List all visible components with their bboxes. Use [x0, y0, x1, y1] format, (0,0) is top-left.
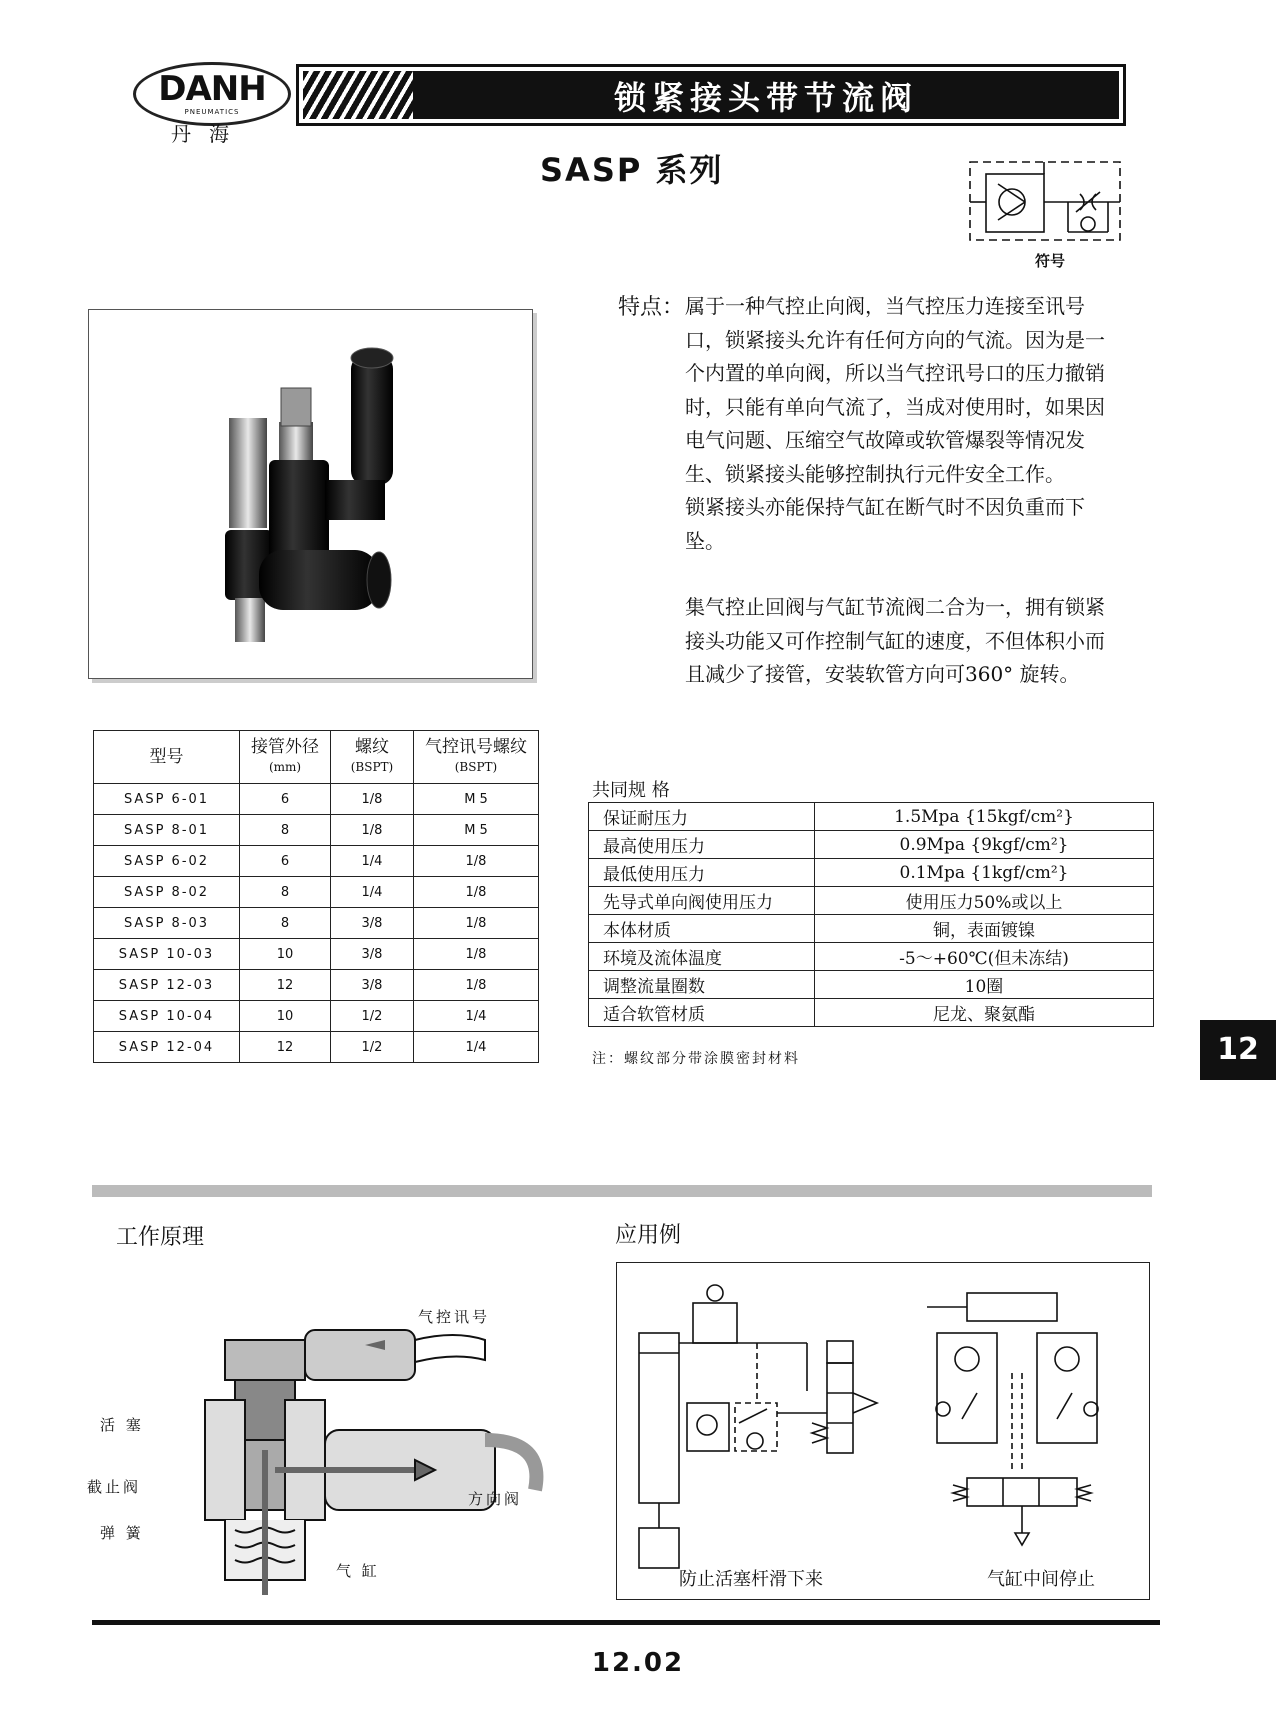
model-cell-od: 6: [240, 846, 331, 877]
model-cell-od: 12: [240, 970, 331, 1001]
application-circuit-diagram: [617, 1263, 1151, 1601]
label-pilot-signal: 气控讯号: [418, 1308, 491, 1326]
model-cell-od: 8: [240, 908, 331, 939]
spec-value: 0.1Mpa {1kgf/cm²}: [815, 859, 1154, 887]
label-check-valve: 截止阀: [87, 1478, 142, 1496]
application-examples-box: [616, 1262, 1150, 1600]
header-tube-od: 接管外径 (mm): [240, 731, 331, 784]
model-cell-od: 8: [240, 815, 331, 846]
model-cell-thread: 1/2: [331, 1032, 414, 1063]
model-row: [94, 1032, 539, 1063]
logo-chinese-name: 丹海: [171, 122, 247, 146]
spec-value: -5～+60℃(但未冻结): [815, 943, 1154, 971]
model-row: [94, 1001, 539, 1032]
working-principle-diagram: [85, 1290, 545, 1600]
spec-label: 调整流量圈数: [589, 971, 815, 999]
model-cell-od: 6: [240, 784, 331, 815]
model-cell-pilot: 1/8: [414, 939, 539, 970]
model-row: [94, 908, 539, 939]
model-row: [94, 846, 539, 877]
logo-text: DANH: [158, 69, 266, 109]
spec-row: [589, 887, 1154, 915]
model-cell-thread: 1/8: [331, 815, 414, 846]
spec-table: [588, 802, 1154, 1027]
spec-row: [589, 831, 1154, 859]
spec-label: 最低使用压力: [589, 859, 815, 887]
model-cell-od: 10: [240, 1001, 331, 1032]
caption-middle-stop: 气缸中间停止: [987, 1569, 1095, 1590]
label-direction-valve: 方向阀: [468, 1490, 523, 1508]
features-label: 特点：: [618, 295, 685, 320]
model-table: [93, 730, 539, 1063]
features-paragraph-2: 锁紧接头亦能保持气缸在断气时不因负重而下坠。: [685, 495, 1085, 553]
model-cell-pilot: 1/4: [414, 1032, 539, 1063]
label-spring: 弹 簧: [100, 1524, 144, 1542]
model-cell-model: SASP 6-01: [94, 784, 240, 815]
features-paragraph-3: 集气控止回阀与气缸节流阀二合为一，拥有锁紧接头功能又可作控制气缸的速度，不但体积小而且减少了接管，安装软管方向可360° 旋转。: [685, 595, 1105, 686]
model-row: [94, 939, 539, 970]
model-row: [94, 815, 539, 846]
header-model: 型号: [94, 731, 240, 784]
spec-value: 铜，表面镀镍: [815, 915, 1154, 943]
header-thread: 螺纹 (BSPT): [331, 731, 414, 784]
spec-row: [589, 915, 1154, 943]
features-paragraph-1: 属于一种气控止向阀，当气控压力连接至讯号口，锁紧接头允许有任何方向的气流。因为是一个内置的单向阀，所以当气控讯号口的压力撤销时，只能有单向气流了，当成对使用时，如果因电气问题、压缩空气故障或软管爆裂等情况发生、锁紧接头能够控制执行元件安全工作。: [685, 294, 1105, 486]
section-application: 应用例: [615, 1223, 682, 1248]
model-cell-thread: 3/8: [331, 970, 414, 1001]
model-row: [94, 877, 539, 908]
spec-row: [589, 943, 1154, 971]
spec-label: 最高使用压力: [589, 831, 815, 859]
logo-subtext: PNEUMATICS: [184, 108, 240, 116]
model-cell-model: SASP 12-04: [94, 1032, 240, 1063]
spec-value: 10圈: [815, 971, 1154, 999]
model-cell-od: 8: [240, 877, 331, 908]
model-cell-od: 10: [240, 939, 331, 970]
spec-row: [589, 859, 1154, 887]
model-cell-model: SASP 10-03: [94, 939, 240, 970]
model-cell-od: 12: [240, 1032, 331, 1063]
spec-title: 共同规 格: [592, 780, 670, 801]
spec-label: 本体材质: [589, 915, 815, 943]
label-cylinder: 气 缸: [336, 1562, 380, 1580]
page-number: 12.02: [591, 1648, 685, 1678]
spec-note: 注：螺纹部分带涂膜密封材料: [592, 1051, 800, 1067]
footer-rule: [92, 1620, 1160, 1625]
spec-row: [589, 999, 1154, 1027]
spec-label: 先导式单向阀使用压力: [589, 887, 815, 915]
model-cell-model: SASP 8-03: [94, 908, 240, 939]
page-title: 锁紧接头带节流阀: [613, 79, 918, 117]
model-cell-thread: 3/8: [331, 908, 414, 939]
caption-prevent-slide: 防止活塞杆滑下来: [679, 1569, 823, 1590]
spec-row: [589, 971, 1154, 999]
spec-label: 保证耐压力: [589, 803, 815, 831]
model-cell-thread: 3/8: [331, 939, 414, 970]
company-logo: [133, 62, 291, 126]
model-cell-pilot: M 5: [414, 784, 539, 815]
spec-label: 环境及流体温度: [589, 943, 815, 971]
header-pilot-thread: 气控讯号螺纹 (BSPT): [414, 731, 539, 784]
model-cell-model: SASP 8-02: [94, 877, 240, 908]
model-cell-thread: 1/4: [331, 846, 414, 877]
model-cell-pilot: 1/8: [414, 908, 539, 939]
model-cell-model: SASP 8-01: [94, 815, 240, 846]
model-cell-pilot: 1/4: [414, 1001, 539, 1032]
model-cell-model: SASP 10-04: [94, 1001, 240, 1032]
pneumatic-symbol-icon: [968, 158, 1124, 248]
spec-value: 0.9Mpa {9kgf/cm²}: [815, 831, 1154, 859]
model-row: [94, 970, 539, 1001]
model-cell-pilot: 1/8: [414, 846, 539, 877]
model-cell-pilot: M 5: [414, 815, 539, 846]
spec-value: 使用压力50%或以上: [815, 887, 1154, 915]
chapter-tab: 12: [1200, 1020, 1276, 1080]
spec-row: [589, 803, 1154, 831]
model-cell-pilot: 1/8: [414, 970, 539, 1001]
model-cell-thread: 1/2: [331, 1001, 414, 1032]
label-piston: 活 塞: [100, 1416, 144, 1434]
model-cell-thread: 1/8: [331, 784, 414, 815]
model-row: [94, 784, 539, 815]
spec-value: 尼龙、聚氨酯: [815, 999, 1154, 1027]
spec-value: 1.5Mpa {15kgf/cm²}: [815, 803, 1154, 831]
title-banner: [296, 64, 1126, 126]
section-divider: [92, 1185, 1152, 1197]
spec-label: 适合软管材质: [589, 999, 815, 1027]
product-photo: [88, 309, 533, 679]
model-cell-model: SASP 12-03: [94, 970, 240, 1001]
stripe-decoration: [303, 71, 413, 119]
symbol-label: 符号: [1035, 252, 1066, 270]
section-working-principle: 工作原理: [116, 1225, 205, 1250]
features-description: [685, 290, 1105, 692]
model-cell-model: SASP 6-02: [94, 846, 240, 877]
model-cell-pilot: 1/8: [414, 877, 539, 908]
series-title: SASP 系列: [540, 151, 724, 189]
model-cell-thread: 1/4: [331, 877, 414, 908]
